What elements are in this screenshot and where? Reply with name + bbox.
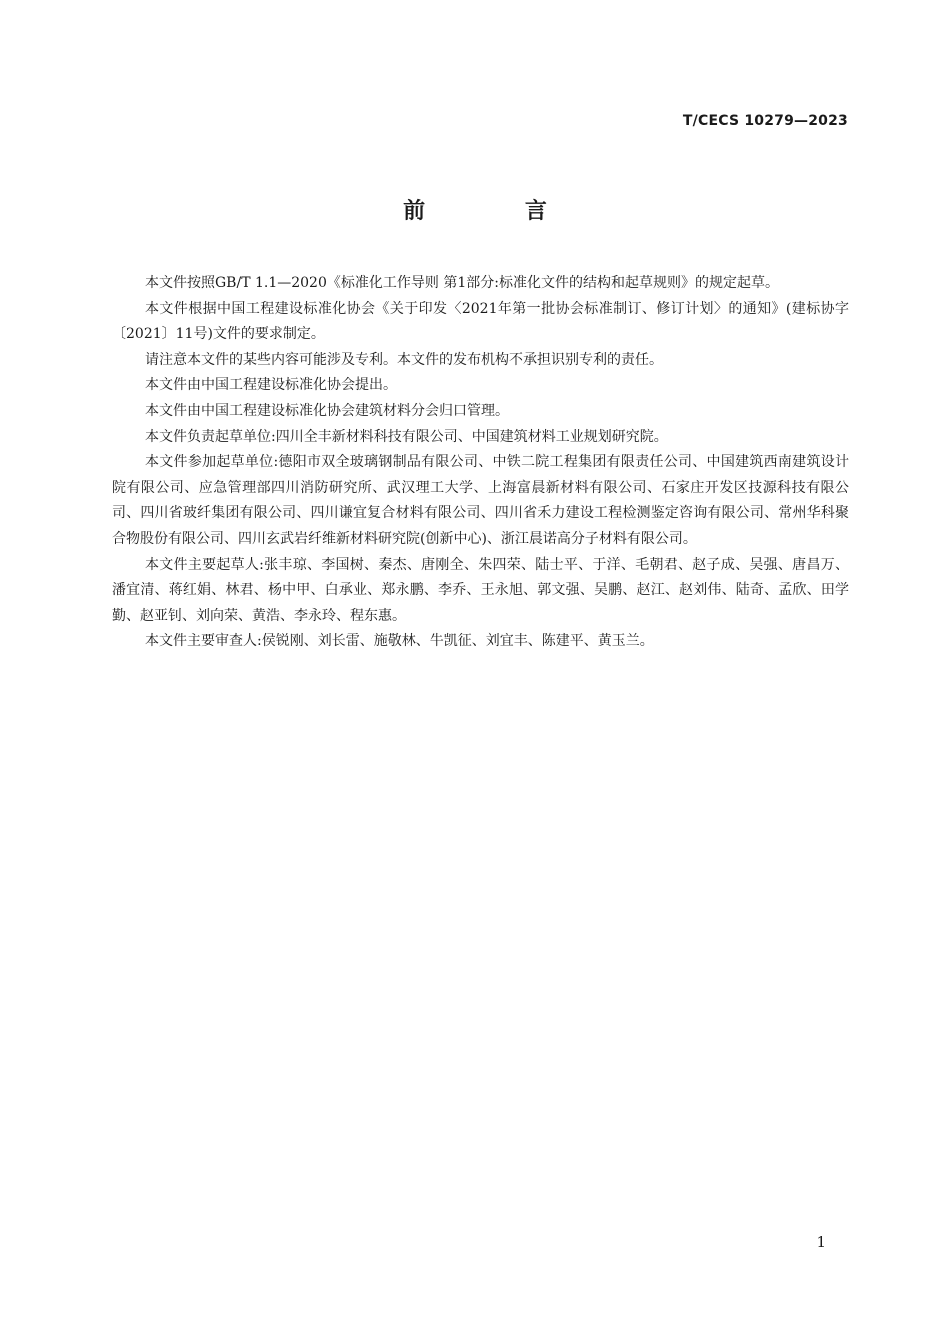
standard-code: T/CECS 10279—2023 [682,113,848,129]
paragraph-reviewers: 本文件主要审查人:侯锐刚、刘长雷、施敬林、牛凯征、刘宜丰、陈建平、黄玉兰。 [145,633,654,650]
paragraph-lead-drafters: 本文件负责起草单位:四川全丰新材料科技有限公司、中国建筑材料工业规划研究院。 [145,428,668,445]
paragraph-patent-notice: 请注意本文件的某些内容可能涉及专利。本文件的发布机构不承担识别专利的责任。 [145,351,663,368]
paragraph-main-drafters: 本文件主要起草人:张丰琼、李国树、秦杰、唐刚全、朱四荣、陆士平、于洋、毛朝君、赵子成、吴强、唐昌万、潘宜清、蒋红娟、林君、杨中甲、白承业、郑永鹏、李乔、王永旭、郭文强、吴鹏、赵江、赵刘伟、陆奇、孟欣、田学勤、赵亚钊、刘向荣、黄浩、李永玲、程东惠。 [112,556,849,624]
page-title: 前 言 [403,199,593,224]
paragraph-drafting-rules: 本文件按照GB/T 1.1—2020《标准化工作导则 第1部分:标准化文件的结构和起草规则》的规定起草。 [145,275,779,291]
paragraph-administrator: 本文件由中国工程建设标准化协会建筑材料分会归口管理。 [145,402,509,419]
paragraph-plan-basis: 本文件根据中国工程建设标准化协会《关于印发〈2021年第一批协会标准制订、修订计划〉的通知》(建标协字〔2021〕11号)文件的要求制定。 [112,300,849,343]
paragraph-participating-units: 本文件参加起草单位:德阳市双全玻璃钢制品有限公司、中铁二院工程集团有限责任公司、中国建筑西南建筑设计院有限公司、应急管理部四川消防研究所、武汉理工大学、上海富晨新材料有限公司、石家庄开发区技源科技有限公司、四川省玻纤集团有限公司、四川谦宜复合材料有限公司、四川省禾力建设工程检测鉴定咨询有限公司、常州华科聚合物股份有限公司、四川玄武岩纤维新材料研究院(创新中心)、浙江晨诺高分子材料有限公司。 [112,454,849,547]
paragraph-proposer: 本文件由中国工程建设标准化协会提出。 [145,377,397,394]
page-number: 1 [816,1233,826,1251]
foreword-body [112,271,849,655]
